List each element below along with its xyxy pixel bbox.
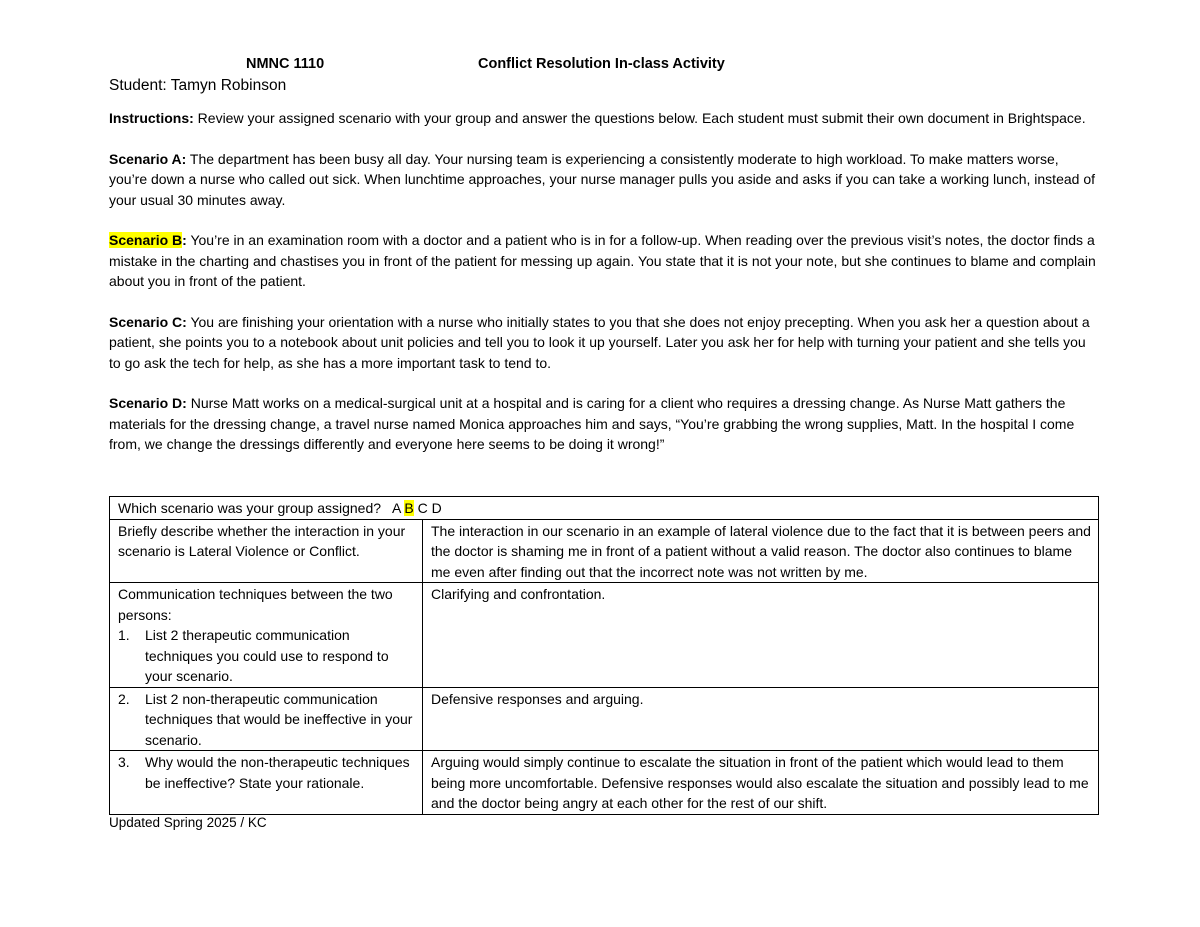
scenario-c [109,312,1099,374]
table-row [110,751,1099,815]
student-name: Student: Tamyn Robinson [109,77,287,94]
question-2 [118,689,416,751]
instructions-label: Instructions: [109,110,194,126]
scenario-c-label: Scenario C: [109,313,187,330]
scenario-d-label: Scenario D: [109,395,187,411]
question-3-number: 3. [118,754,130,770]
question-2-cell [110,687,423,751]
title-row [109,56,1099,78]
question-3-cell [110,751,423,815]
question-3-text: Why would the non-therapeutic techniques be ineffective? State your rationale. [145,754,410,791]
scenario-c-text: You are finishing your orientation with a nurse who initially states to you that she does not enjoy precepting. When you ask her a question about a patient, she points you to a notebook about unit policies and tell you to look it up yourself. Later you ask her for help with turning your patient and she tells you to go ask the tech for help, as she has a more important task to tend to. [109,313,1090,371]
instructions-text: Review your assigned scenario with your group and answer the questions below. Each student must submit their own document in Brightspace. [193,110,1086,126]
scenario-a-label: Scenario A: [109,150,187,167]
assigned-prompt: Which scenario was your group assigned? [118,500,382,516]
scenario-b-label: Scenario B [109,232,183,248]
question-3 [118,752,416,793]
describe-question: Briefly describe whether the interaction in your scenario is Lateral Violence or Conflict. [110,519,423,583]
scenario-d [109,393,1099,455]
scenario-d-text: Nurse Matt works on a medical-surgical unit at a hospital and is caring for a client who requires a dressing change. As Nurse Matt gathers the materials for the dressing change, a travel nurse named Monica approaches him and says, “You’re grabbing the wrong supplies, Matt. In the hospital I come from, we change the dressings differently and everyone here seems to be doing it wrong!” [109,395,1075,452]
scenario-b [109,230,1099,292]
table-row [110,519,1099,583]
table-row [110,583,1099,688]
describe-answer: The interaction in our scenario in an example of lateral violence due to the fact that it is between peers and the doctor is shaming me in front of a patient without a valid reason. The doctor also continues to blame me even after finding out that the incorrect note was not written by me. [423,519,1099,583]
question-1-number: 1. [118,627,130,643]
option-b-selected: B [404,500,414,516]
scenario-a [109,149,1099,211]
instructions [109,108,1099,129]
activity-title: Conflict Resolution In-class Activity [478,56,725,72]
scenario-b-label-colon: : [182,232,187,248]
table-row [110,687,1099,751]
question-2-number: 2. [118,690,130,707]
question-1 [118,625,416,687]
footer-note: Updated Spring 2025 / KC [109,815,267,830]
answer-1: Clarifying and confrontation. [423,583,1099,688]
question-table [109,496,1099,815]
scenario-a-text: The department has been busy all day. Your nursing team is experiencing a consistently moderate to high workload. To make matters worse, you’re down a nurse who called out sick. When lunchtime approaches, your nurse manager pulls you aside and asks if you can take a working lunch, instead of your usual 30 minutes away. [109,150,1095,208]
question-2-text: List 2 non-therapeutic communication techniques that would be ineffective in your scenario. [145,690,413,748]
option-c: C [417,500,428,516]
question-1-cell [110,583,423,688]
answer-2: Defensive responses and arguing. [423,687,1099,751]
assigned-scenario-cell [110,497,1099,520]
question-1-text: List 2 therapeutic communication techniques you could use to respond to your scenario. [145,627,389,684]
answer-3: Arguing would simply continue to escalate the situation in front of the patient which would lead to them being more uncomfortable. Defensive responses would also escalate the situation and possibly lead to me and the doctor being angry at each other for the rest of our shift. [423,751,1099,815]
document-page [109,56,1099,455]
communication-intro: Communication techniques between the two persons: [118,586,393,623]
option-d: D [431,500,442,516]
course-code: NMNC 1110 [246,56,325,72]
scenario-b-text: You’re in an examination room with a doctor and a patient who is in for a follow-up. When reading over the previous visit’s notes, the doctor finds a mistake in the charting and chastises you in front of the patient for messing up again. You state that it is not your note, but she continues to blame and complain about you in front of the patient. [109,232,1096,289]
table-row [110,497,1099,520]
option-a: A [391,500,401,516]
